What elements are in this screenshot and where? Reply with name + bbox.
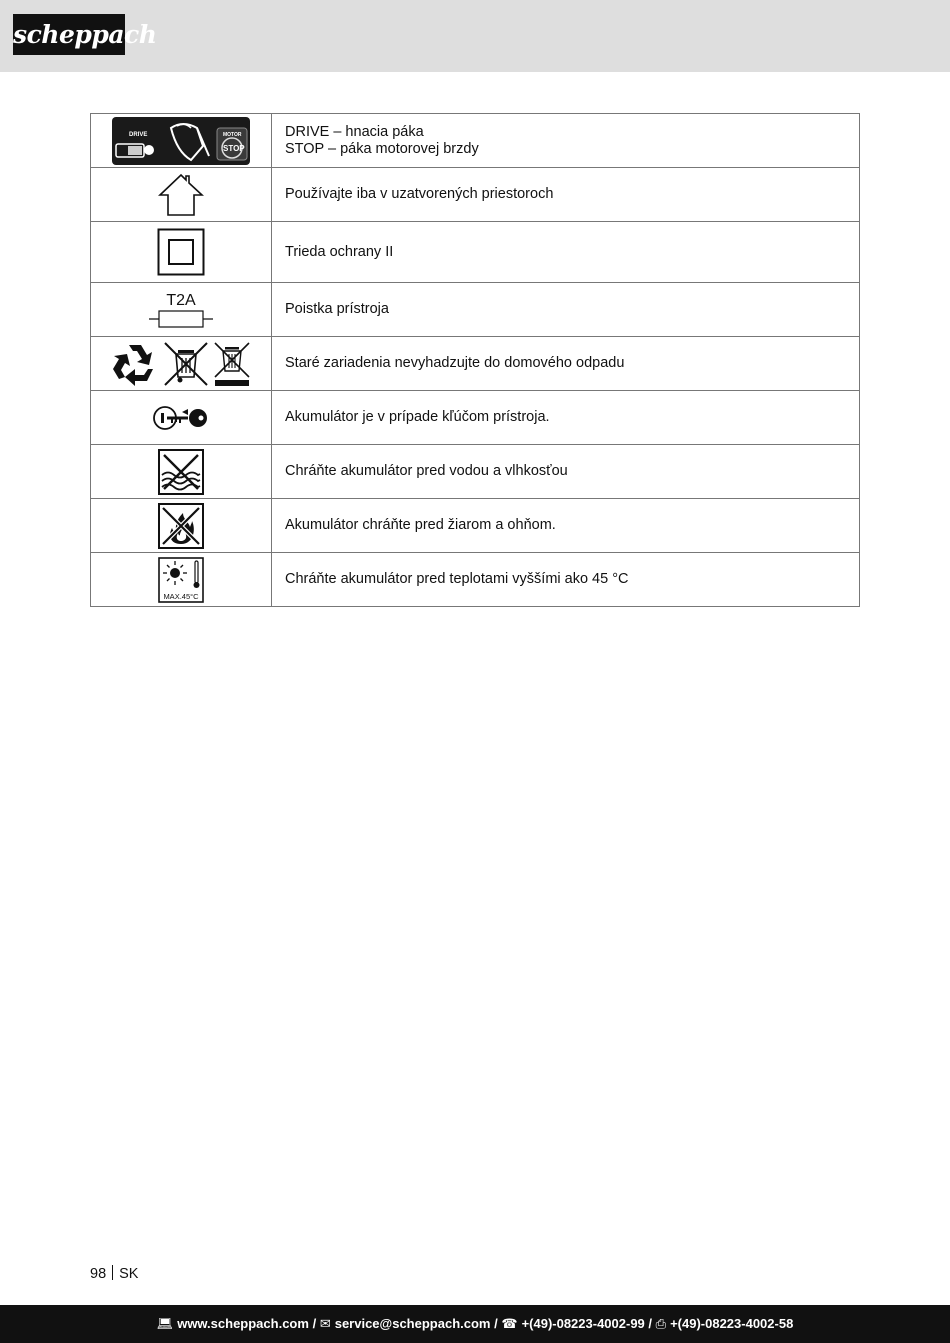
no-fire-icon xyxy=(158,503,204,549)
computer-icon: 💻︎ xyxy=(156,1316,174,1331)
drive-label: DRIVE xyxy=(129,131,148,138)
symbols-table xyxy=(90,113,860,607)
row-text-line: Používajte iba v uzatvorených priestoroch xyxy=(285,186,554,202)
table-row xyxy=(91,553,860,607)
table-row xyxy=(91,499,860,553)
page-number xyxy=(90,1265,138,1282)
table-row xyxy=(91,283,860,337)
footer-separator: / xyxy=(312,1316,317,1331)
stop-label: STOP xyxy=(223,143,245,153)
scheppach-logo: scheppach xyxy=(13,14,125,55)
fuse-icon xyxy=(148,290,214,330)
row-text-line: Staré zariadenia nevyhadzujte do domového odpadu xyxy=(285,355,625,371)
motor-label: MOTOR xyxy=(223,131,242,138)
row-text-line: Trieda ochrany II xyxy=(285,243,394,260)
page-number-divider xyxy=(112,1265,113,1280)
indoor-house-icon xyxy=(158,173,204,217)
row-text-line: Akumulátor je v prípade kľúčom prístroja. xyxy=(285,409,550,425)
phone-icon: ☎︎ xyxy=(501,1316,518,1331)
row-text-line: Chráňte akumulátor pred teplotami vyššími ako 45 °C xyxy=(285,571,629,587)
row-text-line: Poistka prístroja xyxy=(285,301,389,317)
table-row xyxy=(91,114,860,168)
fuse-rating-label: T2A xyxy=(166,291,196,309)
page-header xyxy=(0,0,950,72)
table-row xyxy=(91,222,860,283)
protection-class-ii-icon xyxy=(157,228,205,276)
page-language: SK xyxy=(119,1266,139,1282)
footer-phone: +(49)-08223-4002-99 xyxy=(521,1316,645,1331)
page-number-value: 98 xyxy=(90,1266,107,1282)
key-icon xyxy=(152,403,210,433)
footer-separator: / xyxy=(494,1316,498,1331)
page-footer xyxy=(0,1305,950,1343)
footer-website: www.scheppach.com xyxy=(177,1316,309,1331)
no-water-icon xyxy=(158,449,204,495)
table-row xyxy=(91,337,860,391)
recycling-icon xyxy=(111,341,159,387)
table-row xyxy=(91,445,860,499)
fax-icon: ⎙ xyxy=(655,1316,667,1331)
email-icon: ✉︎ xyxy=(319,1316,331,1331)
max-temperature-icon xyxy=(158,557,204,603)
crossed-bin-icon xyxy=(163,341,209,387)
row-text-line: DRIVE – hnacia páka xyxy=(285,123,424,140)
crossed-bin-bar-icon xyxy=(213,341,251,387)
row-text-line: Akumulátor chráňte pred žiarom a ohňom. xyxy=(285,517,556,533)
table-row xyxy=(91,168,860,222)
row-text-line: Chráňte akumulátor pred vodou a vlhkosťou xyxy=(285,463,568,479)
drive-stop-lever-icon xyxy=(111,116,251,166)
max-temp-label: MAX.45°C xyxy=(163,591,199,601)
table-row xyxy=(91,391,860,445)
footer-fax: +(49)-08223-4002-58 xyxy=(670,1316,794,1331)
row-text-line: STOP – páka motorovej brzdy xyxy=(285,140,479,157)
footer-separator: / xyxy=(648,1316,653,1331)
footer-email: service@scheppach.com xyxy=(334,1316,491,1331)
